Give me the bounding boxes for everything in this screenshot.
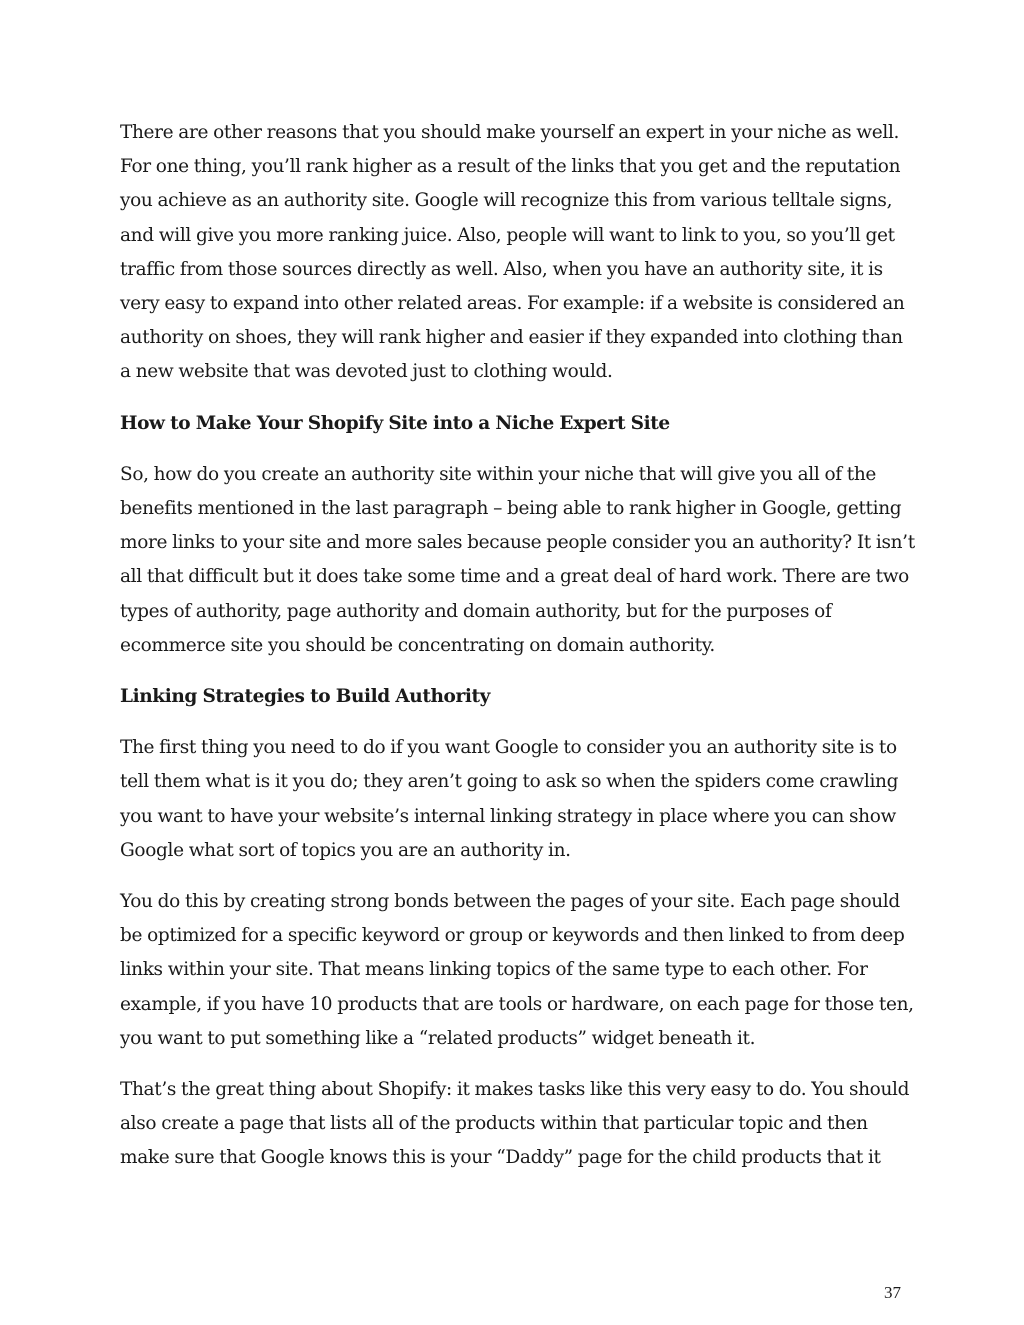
text-line: The first thing you need to do if you want Google to consider you an authority site is to [120, 737, 897, 759]
section-heading-niche-expert: How to Make Your Shopify Site into a Niche Expert Site [120, 412, 670, 434]
text-line: links within your site. That means linking topics of the same type to each other. For [120, 959, 868, 981]
text-line: you want to have your website’s internal linking strategy in place where you can show [120, 805, 896, 827]
section-heading-linking-strategies: Linking Strategies to Build Authority [120, 686, 490, 708]
linking-paragraph-3 [120, 1073, 920, 1176]
text-line: example, if you have 10 products that are tools or hardware, on each page for those ten, [120, 993, 914, 1015]
text-line: all that difficult but it does take some time and a great deal of hard work. There are two [120, 566, 909, 588]
page-number: 37 [884, 1283, 901, 1302]
text-line: Google what sort of topics you are an authority in. [120, 839, 571, 861]
text-line: ecommerce site you should be concentrating on domain authority. [120, 634, 715, 656]
text-line: and will give you more ranking juice. Also, people will want to link to you, so you’ll get [120, 224, 895, 246]
text-line: you want to put something like a “related products” widget beneath it. [120, 1027, 756, 1049]
linking-paragraph-1 [120, 731, 920, 868]
text-line: you achieve as an authority site. Google will recognize this from various telltale signs, [120, 190, 893, 212]
text-line: a new website that was devoted just to clothing would. [120, 361, 613, 383]
niche-expert-paragraph [120, 458, 920, 663]
intro-paragraph [120, 116, 920, 390]
text-line: That’s the great thing about Shopify: it makes tasks like this very easy to do. You should [120, 1079, 910, 1101]
text-line: So, how do you create an authority site within your niche that will give you all of the [120, 463, 877, 485]
linking-paragraph-2 [120, 885, 920, 1056]
text-line: very easy to expand into other related areas. For example: if a website is considered an [120, 293, 905, 315]
text-line: types of authority, page authority and domain authority, but for the purposes of [120, 600, 832, 622]
text-line: be optimized for a specific keyword or group or keywords and then linked to from deep [120, 925, 905, 947]
text-line: benefits mentioned in the last paragraph – being able to rank higher in Google, getting [120, 498, 902, 520]
text-line: authority on shoes, they will rank higher and easier if they expanded into clothing than [120, 327, 903, 349]
text-line: You do this by creating strong bonds between the pages of your site. Each page should [120, 891, 900, 913]
text-line: tell them what is it you do; they aren’t going to ask so when the spiders come crawling [120, 771, 899, 793]
text-line: also create a page that lists all of the products within that particular topic and then [120, 1113, 868, 1135]
text-line: traffic from those sources directly as well. Also, when you have an authority site, it is [120, 258, 883, 280]
text-line: For one thing, you’ll rank higher as a result of the links that you get and the reputation [120, 156, 901, 178]
text-line: make sure that Google knows this is your “Daddy” page for the child products that it [120, 1147, 881, 1169]
text-line: more links to your site and more sales because people consider you an authority? It isn’t [120, 532, 915, 554]
page-content [120, 116, 920, 1193]
text-line: There are other reasons that you should make yourself an expert in your niche as well. [120, 122, 900, 143]
